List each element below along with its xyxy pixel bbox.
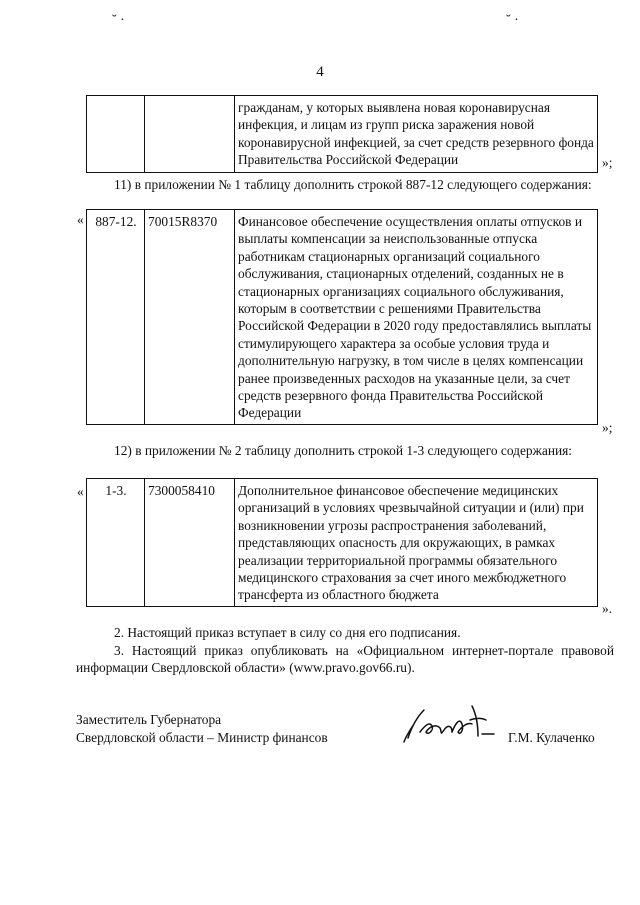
page-number: 4 [316,64,324,80]
code-cell [87,96,145,173]
code-cell: 887-12. [87,210,145,425]
closing-quote: »; [602,155,613,170]
table-row-887-12 [86,209,598,425]
table-row [87,96,598,173]
kbk-cell: 7300058410 [145,479,235,607]
kbk-cell [145,96,235,173]
paragraph-item-3: 3. Настоящий приказ опубликовать на «Официальном интернет-портале правовой информации Свердловской области» (www.pravo.gov66.ru). [76,643,614,676]
description-cell: гражданам, у которых выявлена новая коронавирусная инфекция, и лицам из групп риска заражения новой коронавирусной инфекцией, за счет средств резервного фонда Правительства Российской Федерации [235,96,598,173]
paragraph-12: 12) в приложении № 2 таблицу дополнить строкой 1-3 следующего содержания: [114,443,573,458]
kbk-cell: 70015R8370 [145,210,235,425]
opening-quote: « [77,484,84,499]
closing-quote: ». [602,601,613,616]
code-cell: 1-3. [87,479,145,607]
signatory-position-line1: Заместитель Губернатора [76,712,222,727]
description-cell: Финансовое обеспечение осуществления оплаты отпусков и выплаты компенсации за неиспользованные отпуска работникам стационарных организаций социального обслуживания, стационарных отделений, созданных не в стационарных организациях социального обслуживания, которым в соответствии с решениями Правительства Российской Федерации в 2020 году предоставлялись выплаты стимулирующего характера за особые условия труда и дополнительную нагрузку, в том числе в целях компенсации ранее произведенных расходов на указанные цели, за счет средств резервного фонда Правительства Российской Федерации [235,210,598,425]
handwritten-signature [400,702,504,748]
table-row-1-3 [86,478,598,607]
scan-mark-right: ˘ · [506,13,519,28]
closing-quote: »; [602,420,613,435]
signatory-name: Г.М. Кулаченко [508,730,595,745]
signatory-position-line2: Свердловской области – Министр финансов [76,730,328,745]
opening-quote: « [77,212,84,227]
paragraph-11: 11) в приложении № 1 таблицу дополнить строкой 887-12 следующего содержания: [114,177,592,192]
table-continuation [86,95,598,173]
table-row [87,479,598,607]
paragraph-item-2: 2. Настоящий приказ вступает в силу со дня его подписания. [114,625,461,640]
table-row [87,210,598,425]
description-cell: Дополнительное финансовое обеспечение медицинских организаций в условиях чрезвычайной ситуации и (или) при возникновении угрозы распространения заболеваний, представляющих опасность для окружающих, в рамках реализации территориальной программы обязательного медицинского страхования за счет иного межбюджетного трансферта из областного бюджета [235,479,598,607]
scan-mark-left: ˘ · [112,13,125,28]
